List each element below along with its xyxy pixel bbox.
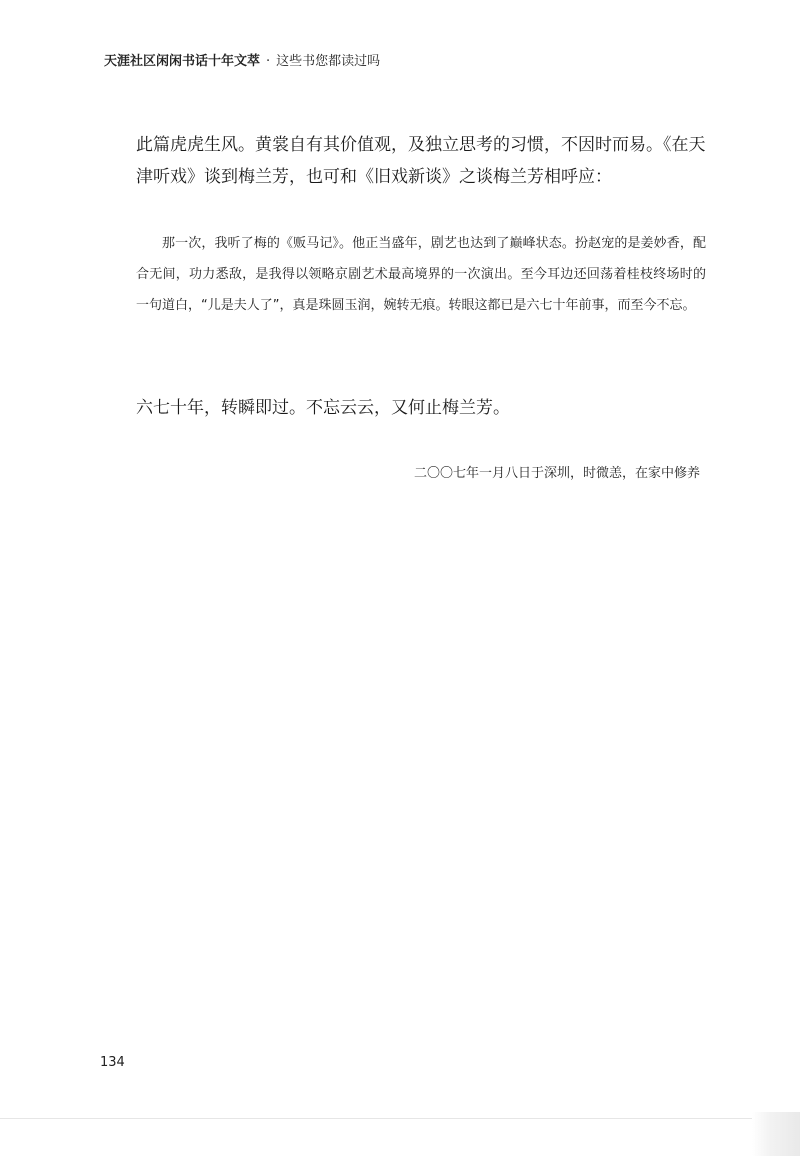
header-separator: · bbox=[266, 54, 271, 69]
date-signature: 二〇〇七年一月八日于深圳，时微恙，在家中修养 bbox=[413, 466, 700, 481]
series-title: 天涯社区闲闲书话十年文萃 bbox=[104, 54, 261, 69]
page-number: 134 bbox=[100, 1055, 125, 1070]
quoted-passage: 那一次，我听了梅的《贩马记》。他正当盛年，剧艺也达到了巅峰状态。扮赵宠的是姜妙香，配合无间，功力悉敌，是我得以领略京剧艺术最高境界的一次演出。至今耳边还回荡着桂枝终场时的一句道白，“儿是夫人了”，真是珠圆玉润，婉转无痕。转眼这都已是六七十年前事，而至今不忘。 bbox=[136, 236, 706, 313]
body-paragraph-1: 此篇虎虎生风。黄裳自有其价值观，及独立思考的习惯，不因时而易。《在天津听戏》谈到梅兰芳，也可和《旧戏新谈》之谈梅兰芳相呼应： bbox=[136, 135, 706, 187]
body-paragraph-2: 六七十年，转瞬即过。不忘云云，又何止梅兰芳。 bbox=[136, 398, 510, 418]
series-subtitle: 这些书您都读过吗 bbox=[276, 54, 381, 69]
page-edge-line bbox=[0, 1118, 800, 1119]
scan-edge-shadow bbox=[752, 1112, 800, 1156]
running-header bbox=[104, 50, 380, 69]
